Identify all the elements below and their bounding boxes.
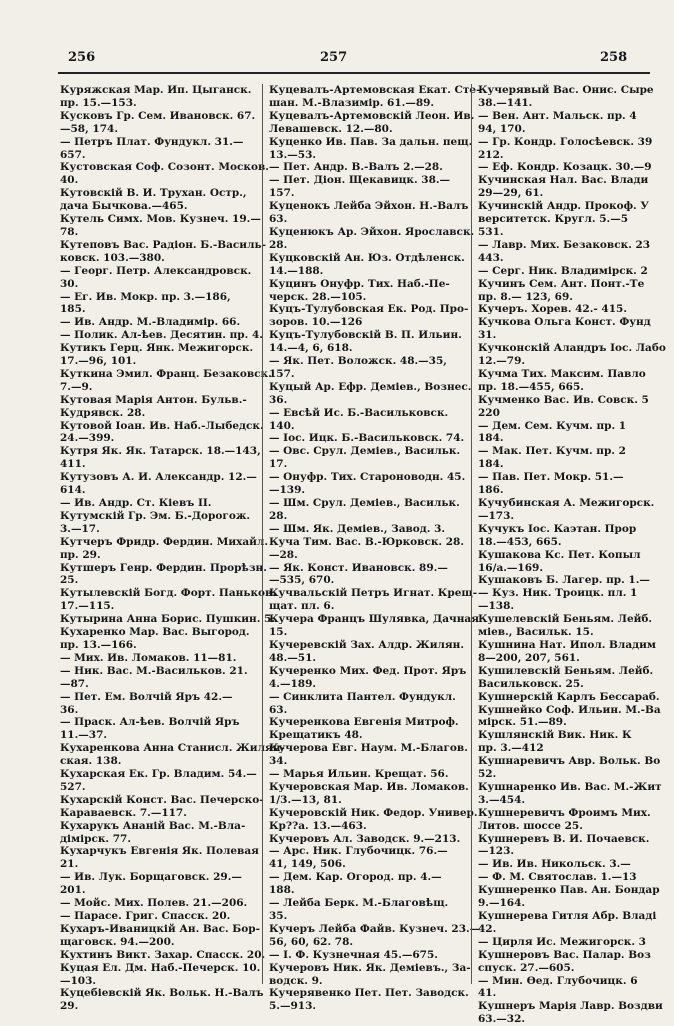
entry-line: — Полик. Ал-ѣев. Десятин. пр. 4.	[60, 329, 263, 342]
entry-line: — Ив. Андр. М.-Владимір. 66.	[60, 316, 241, 329]
entry-line: 184.	[478, 432, 504, 445]
entry-line: Кучвальскій Петръ Игнат. Крещ-	[269, 587, 478, 600]
entry-line: Кухаренко Мар. Вас. Выгород.	[60, 626, 250, 639]
entry-line: 56, 60, 62. 78.	[269, 935, 354, 948]
entry-line: Кутовскій В. И. Трухан. Остр.,	[60, 187, 247, 200]
entry-line: Куцый Ар. Ефр. Деміев., Вознес.	[269, 380, 472, 393]
entry-line: 29.	[60, 1000, 79, 1013]
entry-line: — Георг. Петр. Александровск.	[60, 264, 252, 277]
entry-line: 411.	[60, 458, 86, 471]
entry-line: Кутовой Іоан. Ив. Наб.-Лыбедск.	[60, 419, 264, 432]
entry-line: Кучеревскій Зах. Алдр. Жилян.	[269, 638, 464, 651]
entry-line: — Синклита Пантел. Фундукл.	[269, 690, 456, 703]
entry-line: Литов. шоссе 25.	[478, 819, 583, 832]
column-2	[262, 84, 481, 1013]
entry-line: 29—29, 61.	[478, 187, 544, 200]
entry-line: 21.	[60, 858, 79, 871]
entry-line: Кучерявенко Пет. Пет. Заводск.	[269, 987, 469, 1000]
entry-line: дача Бычкова.—465.	[60, 200, 188, 213]
entry-line: — І. Ф. Кузнечная 45.—675.	[269, 948, 438, 961]
entry-line: міев., Васильк. 15.	[478, 626, 594, 639]
entry-line: — Як. Конст. Ивановск. 89.—	[269, 561, 448, 574]
entry-line: Кушнина Нат. Ипол. Владим	[478, 638, 657, 651]
entry-line: — Мин. Ѳед. Глубочицк. 6	[478, 974, 638, 987]
entry-line: Кутель Симх. Мов. Кузнеч. 19.—	[60, 213, 261, 226]
entry-line: 7.—9.	[60, 380, 93, 393]
entry-line: Караваевск. 7.—117.	[60, 806, 187, 819]
entry-line: Кучеръ. Хорев. 42.- 415.	[478, 303, 627, 316]
entry-line: 36.	[269, 393, 288, 406]
entry-line: 212.	[478, 148, 504, 161]
entry-line: мірск. 51.—89.	[478, 716, 567, 729]
page-header	[0, 46, 671, 68]
entry-line: Крещатикъ 48.	[269, 729, 363, 742]
entry-line: Куцая Ел. Дм. Наб.-Печерск. 10.	[60, 961, 261, 974]
entry-line: Кутря Як. Як. Татарск. 18.—143,	[60, 445, 261, 458]
entry-line: Кучеренко Мих. Фед. Прот. Яръ	[269, 664, 467, 677]
entry-line: пр. 3.—412	[478, 742, 544, 755]
entry-line: — Іос. Ицк. Б.-Васильковск. 74.	[269, 432, 465, 445]
entry-line: Кухтинъ Викт. Захар. Спасск. 20.	[60, 948, 266, 961]
entry-line: дімірск. 77.	[60, 832, 131, 845]
entry-line: Кучинскій Андр. Прокоф. У	[478, 200, 649, 213]
page-number-right: 258	[600, 50, 628, 65]
entry-line: Кушакова Кс. Пет. Копыл	[478, 548, 641, 561]
entry-line: Кушлянскій Вик. Ник. К	[478, 729, 632, 742]
entry-line: Кучеровская Мар. Ив. Ломаков.	[269, 780, 469, 793]
entry-line: 16/а.—169.	[478, 561, 543, 574]
entry-line: 13.—53.	[269, 148, 317, 161]
entry-line: — Ник. Вас. М.-Васильков. 21.	[60, 664, 248, 677]
entry-line: Кушнеръ Марія Лавр. Воздви	[478, 1000, 663, 1013]
page-number-center: 257	[320, 50, 348, 65]
column-3	[471, 84, 674, 1026]
entry-line: Кустовская Соф. Созонт. Москов.	[60, 161, 269, 174]
entry-line: —139.	[269, 484, 306, 497]
entry-line: 63.	[269, 703, 288, 716]
entry-line: — Шм. Як. Деміев., Завод. 3.	[269, 522, 446, 535]
entry-line: —103.	[60, 974, 97, 987]
entry-line: — Шм. Срул. Деміев., Васильк.	[269, 497, 460, 509]
entry-line: — Куз. Ник. Троицк. пл. 1	[478, 587, 638, 600]
entry-line: Куча Тим. Вас. В.-Юрковск. 28.	[269, 535, 465, 548]
entry-line: Куцъ-Тулубовскій В. П. Ильин.	[269, 329, 462, 342]
entry-line: 157.	[269, 367, 295, 380]
entry-line: Кушнерева Гитля Абр. Владі	[478, 910, 657, 922]
entry-line: Кучинъ Сем. Ант. Понт.-Те	[478, 277, 645, 290]
entry-line: 41, 149, 506.	[269, 858, 346, 871]
entry-line: Кучинская Нал. Вас. Влади	[478, 174, 649, 187]
entry-line: щат. пл. 6.	[269, 600, 335, 613]
entry-line: 38.—141.	[478, 96, 533, 109]
entry-line: —535, 670.	[269, 574, 335, 587]
entry-line: — Онуфр. Тих. Староноводн. 45.	[269, 471, 466, 484]
entry-line: Куцевалъ-Артемовская Екат. Сте-	[269, 84, 481, 96]
entry-line: 78.	[60, 225, 79, 238]
entry-line: 531.	[478, 225, 504, 238]
entry-line: 3.—17.	[60, 522, 100, 535]
entry-line: Кучеровъ Ник. Як. Деміевъ., За-	[269, 961, 471, 974]
entry-line: 443.	[478, 251, 504, 264]
entry-line: Кушаковъ Б. Лагер. пр. 1.—	[478, 574, 650, 587]
entry-line: Кухарчукъ Евгенія Як. Полевая	[60, 845, 259, 858]
entry-line: — Цирля Ис. Межигорск. 3	[478, 935, 646, 948]
entry-line: 17.—96, 101.	[60, 355, 137, 368]
entry-line: 34.	[269, 755, 288, 768]
entry-line: 186.	[478, 484, 504, 497]
entry-line: Левашевск. 12.—80.	[269, 122, 393, 135]
entry-line: Кухарскій Конст. Вас. Печерско-	[60, 793, 264, 806]
entry-line: Куткина Эмил. Франц. Безаковск.	[60, 367, 272, 380]
entry-line: Кушнейко Соф. Ильин. М.-Ва	[478, 703, 661, 716]
entry-line: Кучеръ Лейба Файв. Кузнеч. 23.—	[269, 922, 481, 935]
entry-line: 14.—4, 6, 618.	[269, 342, 353, 355]
entry-line: 3.—454.	[478, 793, 526, 806]
entry-line: 4.—189.	[269, 677, 317, 690]
entry-line: — Мак. Пет. Кучм. пр. 2	[478, 445, 626, 458]
entry-line: — Ив. Ив. Никольск. 3.—	[478, 858, 631, 871]
entry-line: 14.—188.	[269, 264, 324, 277]
entry-line: Кучеровъ Ал. Заводск. 9.—213.	[269, 832, 461, 845]
entry-line: — Лейба Берк. М.-Благовѣщ.	[269, 897, 449, 910]
entry-line: Кутикъ Герц. Янк. Межигорск.	[60, 342, 254, 355]
entry-line: 201.	[60, 884, 86, 897]
entry-line: — Ф. М. Святослав. 1.—13	[478, 871, 637, 884]
entry-line: верситетск. Кругл. 5.—5	[478, 213, 629, 226]
entry-line: 63.	[269, 213, 288, 226]
entry-line: — Пет. Ем. Волчій Яръ 42.—	[60, 690, 233, 703]
entry-line: 8—200, 207, 561.	[478, 651, 580, 664]
entry-line: Кутовая Марія Антон. Бульв.-	[60, 393, 247, 406]
entry-line: пр. 8.— 123, 69.	[478, 290, 573, 303]
entry-line: ковск. 103.—380.	[60, 251, 165, 264]
entry-line: 28.	[269, 509, 288, 522]
entry-line: черск. 28.—105.	[269, 290, 367, 303]
entry-line: Кучерявый Вас. Онис. Сыре	[478, 84, 654, 96]
entry-line: Кучера Францъ Шулявка, Дачная	[269, 613, 479, 626]
entry-line: шан. М.-Влазимір. 61.—89.	[269, 96, 435, 109]
entry-line: 28.	[269, 238, 288, 251]
entry-line: Кушилевскій Беньям. Лейб.	[478, 664, 654, 677]
entry-line: Куцъ-Тулубовская Ек. Род. Про-	[269, 303, 469, 316]
entry-line: Кутшеръ Генр. Фердин. Прорѣзн.	[60, 561, 267, 574]
entry-line: Кутырина Анна Борис. Пушкин. 5.	[60, 613, 276, 626]
entry-line: 40.	[60, 174, 79, 187]
entry-line: — Овс. Срул. Деміев., Васильк.	[269, 445, 461, 458]
entry-line: 12.—79.	[478, 355, 526, 368]
entry-line: Кушнаревичъ Авр. Вольк. Во	[478, 755, 661, 768]
entry-line: Кухаръ-Иваницкій Ан. Вас. Бор-	[60, 922, 260, 935]
entry-line: 36.	[60, 703, 79, 716]
entry-line: —173.	[478, 509, 515, 522]
entry-line: Куцевалъ-Артемовскій Леон. Ив.	[269, 109, 475, 122]
entry-line: Кушнаренко Ив. Вас. М.-Жит	[478, 780, 662, 793]
entry-line: — Дем. Кар. Огород. пр. 4.—	[269, 871, 442, 884]
entry-line: 63.—32.	[478, 1013, 526, 1026]
entry-line: — Арс. Ник. Глубочицк. 76.—	[269, 845, 448, 858]
entry-line: — Еф. Кондр. Козацк. 30.—9	[478, 161, 652, 174]
entry-line: Кутылевскій Богд. Форт. Паньков.	[60, 587, 277, 600]
entry-line: — Лавр. Мих. Безаковск. 23	[478, 238, 651, 251]
entry-line: Кутчеръ Фридр. Фердин. Михайл.	[60, 535, 269, 548]
entry-line: 17.	[269, 458, 288, 471]
entry-line: — Дем. Сем. Кучм. пр. 1	[478, 419, 627, 432]
entry-line: пр. 15.—153.	[60, 96, 137, 109]
entry-line: — Ив. Лук. Борщаговск. 29.—	[60, 871, 242, 884]
entry-line: — Мойс. Мих. Полев. 21.—206.	[60, 897, 248, 910]
entry-line: 18.—453, 665.	[478, 535, 562, 548]
entry-line: Куцковскій Ан. Юз. Отдѣленск.	[269, 251, 465, 264]
entry-line: Кутеповъ Вас. Радіон. Б.-Василь-	[60, 238, 266, 251]
entry-line: — Пет. Андр. В.-Валъ 2.—28.	[269, 161, 443, 174]
entry-line: — Як. Пет. Воложск. 48.—35,	[269, 355, 447, 368]
header-rule	[58, 72, 650, 74]
entry-line: Кр??а. 13.—463.	[269, 819, 367, 832]
entry-line: 9.—164.	[478, 897, 526, 910]
entry-line: Куцинъ Онуфр. Тих. Наб.-Пе-	[269, 277, 450, 290]
entry-line: 30.	[60, 277, 79, 290]
entry-line: 31.	[478, 329, 497, 342]
entry-line: пр. 18.—455, 665.	[478, 380, 584, 393]
entry-line: Куценко Ив. Пав. За дальн. пещ.	[269, 135, 473, 148]
entry-line: 527.	[60, 780, 86, 793]
entry-line: Кушнерскій Карлъ Бессараб.	[478, 690, 660, 703]
entry-line: — Ив. Андр. Ст. Кіевъ II.	[60, 497, 212, 509]
entry-line: Васильковск. 25.	[478, 677, 584, 690]
entry-line: Кучукъ Іос. Каэтан. Прор	[478, 522, 637, 535]
entry-line: 5.—913.	[269, 1000, 317, 1013]
entry-line: 35.	[269, 910, 288, 922]
entry-line: Кучеровскій Ник. Федор. Универ.	[269, 806, 478, 819]
entry-line: Кушнеренко Пав. Ан. Бондар	[478, 884, 660, 897]
entry-line: Куценокъ Лейба Эйхон. Н.-Валъ	[269, 200, 469, 213]
entry-line: Кухарская Ек. Гр. Владим. 54.—	[60, 768, 257, 781]
entry-line: 188.	[269, 884, 295, 897]
entry-line: Кушелевскій Беньям. Лейб.	[478, 613, 653, 626]
entry-line: 657.	[60, 148, 86, 161]
entry-line: Кудрявск. 28.	[60, 406, 146, 419]
entry-line: щаговск. 94.—200.	[60, 935, 175, 948]
entry-line: Кучеренкова Евгенія Митроф.	[269, 716, 459, 729]
entry-line: пр. 29.	[60, 548, 101, 561]
entry-line: — Пав. Пет. Мокр. 51.—	[478, 471, 624, 484]
entry-line: Кучубинская А. Межигорск.	[478, 497, 655, 509]
entry-line: — Парасе. Григ. Спасск. 20.	[60, 910, 231, 922]
entry-line: Кушнеровъ Вас. Палар. Воз	[478, 948, 651, 961]
entry-line: зоров. 10.—126	[269, 316, 363, 329]
entry-line: Кучма Тих. Максим. Павло	[478, 367, 646, 380]
entry-line: 94, 170.	[478, 122, 526, 135]
entry-line: 25.	[60, 574, 79, 587]
entry-line: 41.	[478, 987, 497, 1000]
entry-line: 42.	[478, 922, 497, 935]
entry-line: 184.	[478, 458, 504, 471]
entry-line: Куцебіевскій Як. Вольк. Н.-Валъ	[60, 987, 264, 1000]
entry-line: —28.	[269, 548, 298, 561]
entry-line: водск. 9.	[269, 974, 323, 987]
entry-line: 17.—115.	[60, 600, 115, 613]
entry-line: — Пет. Діон. Щекавицк. 38.—	[269, 174, 451, 187]
entry-line: Куценюкъ Ар. Эйхон. Ярославск.	[269, 225, 475, 238]
entry-line: 185.	[60, 303, 86, 316]
entry-line: 140.	[269, 419, 295, 432]
entry-line: Кучерова Евг. Наум. М.-Благов.	[269, 742, 468, 755]
entry-line: Кусковъ Гр. Сем. Ивановск. 67.	[60, 109, 256, 122]
entry-line: Кутузовъ А. И. Александр. 12.—	[60, 471, 257, 484]
entry-line: пр. 13.—166.	[60, 638, 137, 651]
entry-line: — Мих. Ив. Ломаков. 11—81.	[60, 651, 237, 664]
entry-line: Кучкова Ольга Конст. Фунд	[478, 316, 651, 329]
entry-line: Куряжская Мар. Ип. Цыганск.	[60, 84, 252, 96]
entry-line: — Петръ Плат. Фундукл. 31.—	[60, 135, 244, 148]
page-number-left: 256	[68, 50, 96, 65]
entry-line: Кучконскій Аландръ Іос. Лабо	[478, 342, 666, 355]
entry-line: 24.—399.	[60, 432, 115, 445]
entry-line: 52.	[478, 768, 497, 781]
entry-line: ская. 138.	[60, 755, 122, 768]
entry-line: 157.	[269, 187, 295, 200]
entry-line: Кухарукъ Ананій Вас. М.-Вла-	[60, 819, 246, 832]
entry-line: —123.	[478, 845, 515, 858]
entry-line: Кухаренкова Анна Станисл. Жилян-	[60, 742, 285, 755]
entry-line: —87.	[60, 677, 89, 690]
entry-line: — Евсѣй Ис. Б.-Васильковск.	[269, 406, 449, 419]
entry-line: Кушнеревичъ Фроимъ Мих.	[478, 806, 651, 819]
entry-line: —58, 174.	[60, 122, 118, 135]
entry-line: спуск. 27.—605.	[478, 961, 575, 974]
entry-line: — Ег. Ив. Мокр. пр. 3.—186,	[60, 290, 231, 303]
entry-line: — Марья Ильин. Крещат. 56.	[269, 768, 449, 781]
entry-line: Кучменко Вас. Ив. Совск. 5	[478, 393, 649, 406]
entry-line: Кутумскій Гр. Эм. Б.-Дорогож.	[60, 509, 251, 522]
entry-line: 48.—51.	[269, 651, 317, 664]
entry-line: 11.—37.	[60, 729, 108, 742]
entry-line: 220	[478, 406, 500, 419]
entry-line: — Праск. Ал-ѣев. Волчій Яръ	[60, 716, 240, 729]
entry-line: 614.	[60, 484, 86, 497]
entry-line: 15.	[269, 626, 288, 639]
entry-line: —138.	[478, 600, 515, 613]
entry-line: — Серг. Ник. Владимірск. 2	[478, 264, 648, 277]
entry-line: — Вен. Ант. Мальск. пр. 4	[478, 109, 637, 122]
entry-line: Кушнеревъ В. И. Почаевск.	[478, 832, 650, 845]
entry-line: 1/3.—13, 81.	[269, 793, 342, 806]
entry-line: — Гр. Кондр. Голосѣевск. 39	[478, 135, 653, 148]
